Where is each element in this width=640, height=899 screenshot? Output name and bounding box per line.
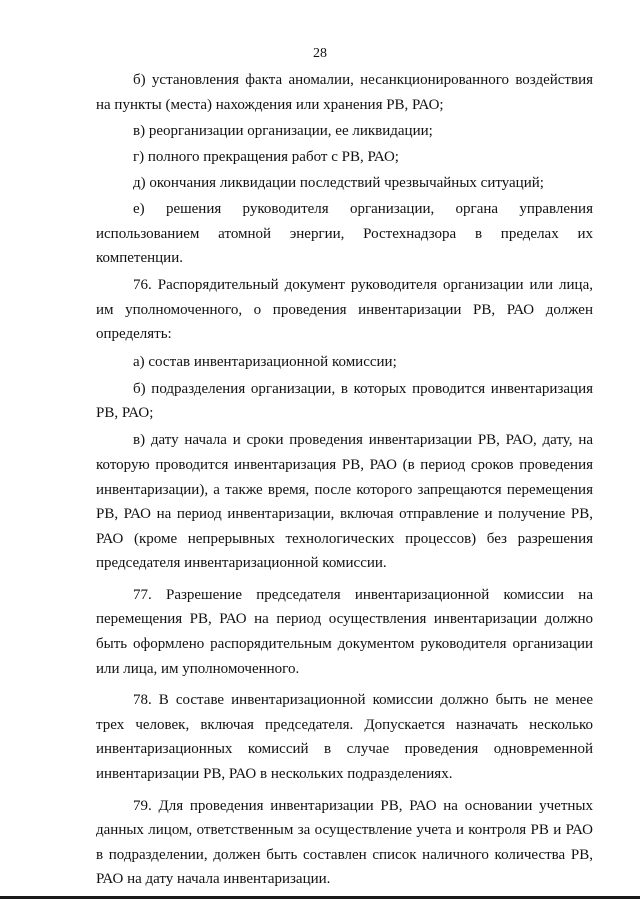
paragraph-76-b: б) подразделения организации, в которых проводится инвентаризация РВ, РАО;	[96, 380, 593, 422]
paragraph-e-decision: е) решения руководителя организации, органа управления использованием атомной энергии, Ростехнадзора в пределах их компетенции.	[96, 200, 593, 267]
page-number: 28	[313, 46, 327, 61]
paragraph-g-termination: г) полного прекращения работ с РВ, РАО;	[133, 148, 399, 165]
paragraph-d-emergency: д) окончания ликвидации последствий чрезвычайных ситуаций;	[133, 174, 544, 191]
paragraph-76: 76. Распорядительный документ руководителя организации или лица, им уполномоченного, о проведения инвентаризации РВ, РАО должен определять:	[96, 277, 593, 343]
paragraph-b-anomaly: б) установления факта аномалии, несанкционированного воздействия на пункты (места) нахождения или хранения РВ, РАО;	[96, 72, 593, 113]
paragraph-79: 79. Для проведения инвентаризации РВ, РАО на основании учетных данных лицом, ответственным за осуществление учета и контроля РВ и РАО в подразделении, должен быть составлен список наличного количества РВ, РАО на дату начала инвентаризации.	[96, 797, 593, 888]
paragraph-77: 77. Разрешение председателя инвентаризационной комиссии на перемещения РВ, РАО на период осуществления инвентаризации должно быть оформлено распорядительным документом руководителя организации или лица, им уполномоченного.	[96, 586, 593, 677]
paragraph-v-reorganization: в) реорганизации организации, ее ликвидации;	[133, 122, 433, 139]
paragraph-76-a: а) состав инвентаризационной комиссии;	[133, 353, 397, 370]
paragraph-78: 78. В составе инвентаризационной комиссии должно быть не менее трех человек, включая председателя. Допускается назначать несколько инвентаризационных комиссий в случае проведения одновременной инвентаризации РВ, РАО в нескольких подразделениях.	[96, 692, 593, 783]
paragraph-76-v: в) дату начала и сроки проведения инвентаризации РВ, РАО, дату, на которую проводится инвентаризация РВ, РАО (в период сроков проведения инвентаризации), а также время, после которого запрещаются перемещения РВ, РАО на период инвентаризации, включая отправление и получение РВ, РАО (кроме непрерывных технологических процессов) без разрешения председателя инвентаризационной комиссии.	[96, 432, 593, 572]
document-body	[96, 68, 593, 892]
